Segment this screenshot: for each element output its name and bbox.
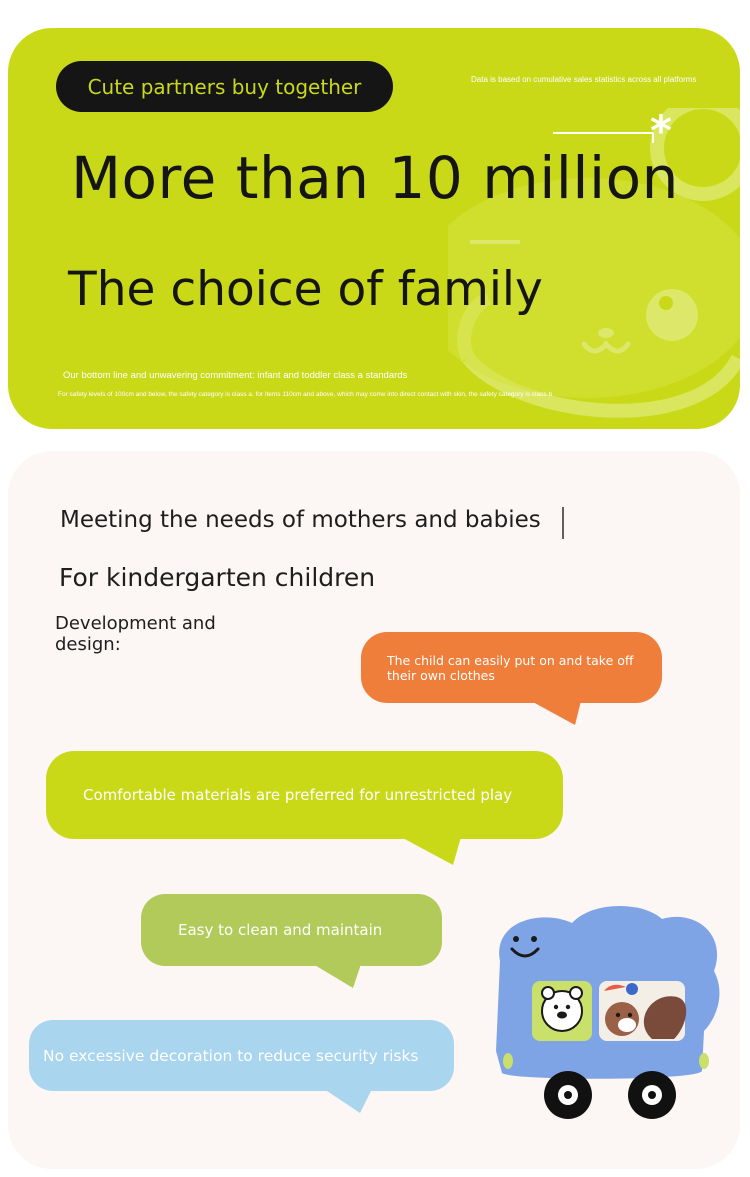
safety-note: For safety levels of 100cm and below, the safety category is class a. for items 110cm and above, which may come into direct contact with skin, the safety category is class b [58, 391, 553, 398]
title-cursor [562, 507, 564, 539]
needs-card [8, 451, 740, 1169]
commitment-text: Our bottom line and unwavering commitment: infant and toddler class a standards [63, 370, 408, 381]
bubble-tail [324, 1089, 372, 1115]
sales-hero-card [8, 28, 740, 429]
speech-bubble-materials [46, 751, 563, 839]
family-subhead: The choice of family [68, 262, 543, 317]
bubble-text: Easy to clean and maintain [178, 921, 383, 939]
needs-title: Meeting the needs of mothers and babies [60, 507, 541, 533]
bubble-tail [531, 701, 581, 727]
speech-bubble-clothes [361, 632, 662, 703]
promo-pill [56, 61, 393, 112]
asterisk-mark: * [650, 106, 672, 155]
development-label: Development and design: [55, 613, 216, 655]
speech-bubble-clean [141, 894, 442, 966]
bubble-text: No excessive decoration to reduce security risks [43, 1046, 419, 1065]
bus-illustration [482, 901, 732, 1131]
sales-headline: More than 10 million [71, 144, 679, 212]
bubble-tail [313, 964, 361, 990]
data-note: Data is based on cumulative sales statistics across all platforms [471, 75, 697, 84]
bubble-text: Comfortable materials are preferred for unrestricted play [83, 786, 513, 804]
bubble-tail [401, 837, 461, 867]
needs-subtitle: For kindergarten children [59, 563, 376, 592]
promo-pill-label: Cute partners buy together [87, 74, 362, 99]
speech-bubble-decoration [29, 1020, 454, 1091]
bubble-text: The child can easily put on and take off their own clothes [387, 652, 634, 683]
